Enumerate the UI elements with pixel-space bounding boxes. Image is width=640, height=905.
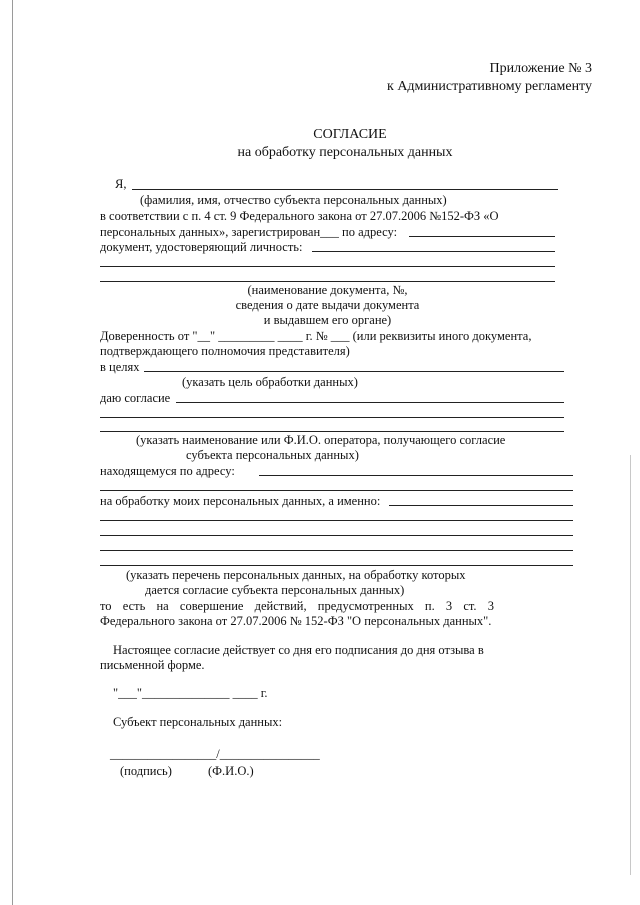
operator-caption-2: субъекта персональных данных) xyxy=(186,448,359,462)
operator-caption-1: (указать наименование или Ф.И.О. оператора, получающего согласие xyxy=(136,433,506,447)
id-document-field-line[interactable] xyxy=(312,251,555,252)
personal-data-field-line[interactable] xyxy=(389,505,573,506)
personal-data-caption-1: (указать перечень персональных данных, на обработку которых xyxy=(126,568,466,582)
actions-word: есть xyxy=(122,599,146,613)
document-title: СОГЛАСИЕ xyxy=(313,127,387,142)
actions-word: действий, xyxy=(254,599,307,613)
personal-data-field-line-4[interactable] xyxy=(100,550,573,551)
subject-label: Субъект персональных данных: xyxy=(113,715,283,729)
actions-word: предусмотренных xyxy=(317,599,414,613)
document-subtitle: на обработку персональных данных xyxy=(237,145,453,160)
purpose-field-line[interactable] xyxy=(144,371,564,372)
operator-field-line[interactable] xyxy=(176,402,564,403)
actions-word: 3 xyxy=(487,599,494,613)
power-of-attorney-line: Доверенность от "__" _________ ____ г. № ___ (или реквизиты иного документа, xyxy=(100,329,532,343)
document-caption-2: сведения о дате выдачи документа xyxy=(235,298,420,312)
actions-line-2: Федерального закона от 27.07.2006 № 152-ФЗ "О персональных данных". xyxy=(100,614,492,628)
document-caption-3: и выдавшем его органе) xyxy=(263,313,392,327)
personal-data-label: на обработку моих персональных данных, а именно: xyxy=(100,494,381,508)
document-caption-1: (наименование документа, №, xyxy=(247,283,408,297)
personal-data-field-line-3[interactable] xyxy=(100,535,573,536)
power-of-attorney-line-2: подтверждающего полномочия представителя) xyxy=(100,344,350,358)
signature-line[interactable]: _________________/________________ xyxy=(110,747,320,761)
actions-word: на xyxy=(156,599,169,613)
fio-short-caption: (Ф.И.О.) xyxy=(208,764,254,778)
personal-data-field-line-2[interactable] xyxy=(100,520,573,521)
actions-word: то xyxy=(100,599,112,613)
purpose-caption: (указать цель обработки данных) xyxy=(182,375,358,389)
validity-line-2: письменной форме. xyxy=(100,658,205,672)
registered-address-field-line[interactable] xyxy=(409,236,555,237)
actions-word: совершение xyxy=(179,599,244,613)
signature-caption: (подпись) xyxy=(120,764,172,778)
operator-address-field-line[interactable] xyxy=(259,475,573,476)
fio-field-line[interactable] xyxy=(132,189,558,190)
id-document-label: документ, удостоверяющий личность: xyxy=(100,240,303,254)
appendix-target: к Административному регламенту xyxy=(387,79,592,94)
operator-address-label: находящемуся по адресу: xyxy=(100,464,235,478)
id-document-field-line-3[interactable] xyxy=(100,281,555,282)
actions-word: 3 xyxy=(445,599,453,613)
validity-line-1: Настоящее согласие действует со дня его подписания до дня отзыва в xyxy=(113,643,484,657)
actions-word: п. xyxy=(424,599,435,613)
operator-field-line-2[interactable] xyxy=(100,417,564,418)
registered-address-label: персональных данных», зарегистрирован___ по адресу: xyxy=(100,225,398,239)
actions-line-1 xyxy=(100,600,494,613)
purpose-label: в целях xyxy=(100,360,140,374)
scan-right-edge xyxy=(630,455,631,875)
law-reference-line-1: в соответствии с п. 4 ст. 9 Федерального закона от 27.07.2006 №152-ФЗ «О xyxy=(100,209,499,223)
personal-data-caption-2: дается согласие субъекта персональных данных) xyxy=(145,583,405,597)
operator-address-field-line-2[interactable] xyxy=(100,490,573,491)
personal-data-field-line-5[interactable] xyxy=(100,565,573,566)
fio-caption: (фамилия, имя, отчество субъекта персональных данных) xyxy=(140,193,447,207)
i-label: Я, xyxy=(115,177,127,191)
date-line[interactable]: "___"______________ ____ г. xyxy=(113,686,268,700)
actions-word: ст. xyxy=(463,599,477,613)
id-document-field-line-2[interactable] xyxy=(100,266,555,267)
operator-field-line-3[interactable] xyxy=(100,431,564,432)
consent-label: даю согласие xyxy=(100,391,171,405)
appendix-number: Приложение № 3 xyxy=(489,61,592,76)
